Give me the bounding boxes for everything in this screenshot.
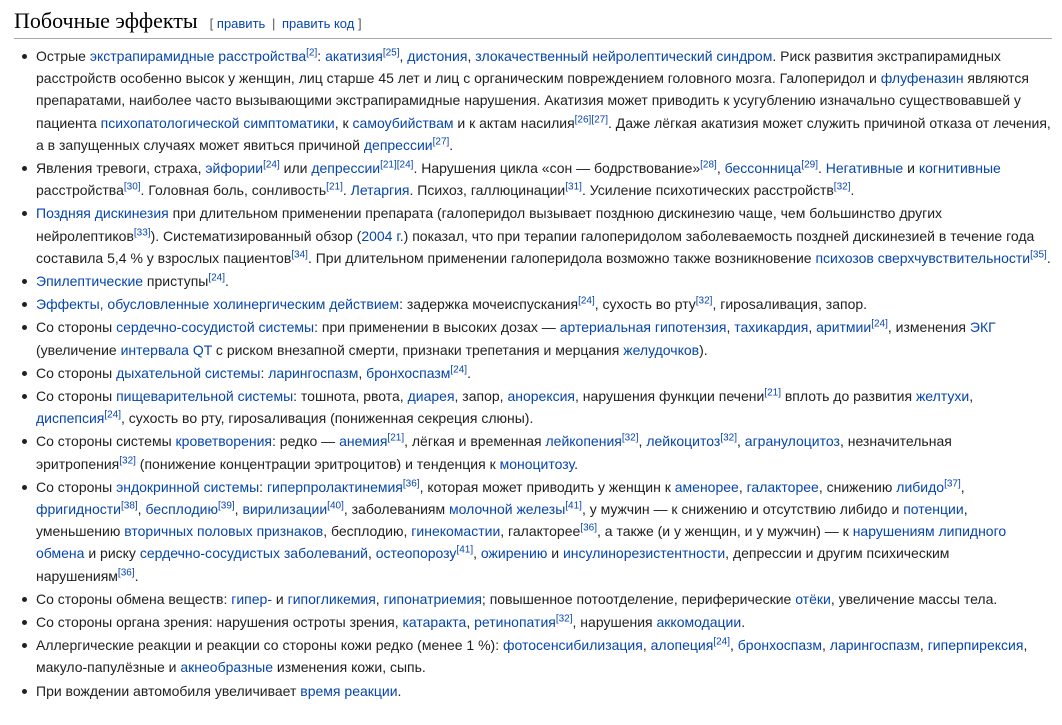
text-segment: .	[342, 182, 351, 199]
text-segment: , у мужчин — к снижению и отсутствию либидо и	[581, 501, 904, 518]
reference-link[interactable]: [24]	[450, 364, 468, 376]
list-item	[36, 385, 1052, 429]
reference-link[interactable]: [36]	[402, 478, 420, 490]
text-segment: :	[259, 478, 267, 495]
edit-link[interactable]: править	[216, 16, 266, 31]
wiki-link[interactable]: депрессии	[311, 160, 381, 177]
wiki-link[interactable]: психозов сверхчувствительности	[815, 249, 1031, 266]
text-segment: ,	[399, 48, 408, 64]
text-segment: или	[279, 160, 312, 177]
wiki-link[interactable]: гинекомастии	[411, 523, 501, 540]
text-segment: При вождении автомобиля увеличивает	[36, 682, 301, 699]
text-segment: , снижению	[818, 478, 897, 495]
wiki-link[interactable]: аккомодации	[656, 614, 742, 631]
text-segment: . При длительном применении галоперидола возможно также возникновение	[307, 249, 816, 266]
wiki-link[interactable]: бесплодию	[145, 501, 218, 518]
list-item	[36, 202, 1052, 269]
reference-link[interactable]: [32]	[833, 181, 851, 193]
reference-link[interactable]: [25]	[382, 47, 400, 59]
wiki-link[interactable]: молочной железы	[449, 501, 566, 518]
reference-link[interactable]: [29]	[801, 159, 818, 171]
text-segment: : при применении в высоких дозах —	[314, 319, 560, 336]
edit-separator: |	[271, 16, 276, 31]
wiki-link[interactable]: артериальная гипотензия	[559, 319, 727, 336]
text-segment: Со стороны	[36, 364, 117, 381]
reference-link[interactable]: [36]	[580, 522, 597, 534]
reference-link[interactable]: [27]	[591, 113, 609, 125]
reference-link[interactable]: [31]	[565, 181, 582, 193]
wiki-link[interactable]: Эпилептические	[36, 273, 144, 290]
text-segment: .	[741, 614, 746, 631]
list-item	[36, 611, 1052, 633]
wiki-link[interactable]: гиперпролактинемия	[266, 478, 403, 495]
text-segment: ,	[726, 319, 735, 336]
text-segment: Аллергические реакции и реакции со стороны кожи редко (менее 1 %):	[36, 637, 503, 654]
text-segment: :	[317, 48, 326, 64]
reference-link[interactable]: [33]	[133, 226, 151, 238]
list-item	[36, 634, 1052, 678]
wiki-link[interactable]: инсулинорезистентности	[562, 545, 726, 562]
wiki-link[interactable]: желудочков	[623, 341, 700, 358]
reference-link[interactable]: [21]	[764, 387, 781, 399]
wiki-link[interactable]: отёки	[795, 590, 831, 607]
text-segment: ,	[960, 478, 965, 495]
wiki-link[interactable]: бронхоспазм	[737, 637, 822, 654]
wiki-link[interactable]: агранулоцитоз	[744, 433, 840, 450]
reference-link[interactable]: [32]	[695, 295, 713, 307]
reference-link[interactable]: [2]	[306, 47, 318, 59]
text-segment: ,	[466, 614, 475, 631]
wiki-link[interactable]: Негативные	[825, 160, 904, 177]
text-segment: ,	[822, 637, 830, 654]
list-item	[36, 270, 1052, 292]
wiki-link[interactable]: вирилизации	[242, 501, 328, 518]
text-segment: .	[134, 567, 139, 584]
text-segment: .	[574, 455, 578, 472]
reference-link[interactable]: [35]	[1030, 249, 1047, 261]
reference-link[interactable]: [21]	[387, 432, 405, 444]
text-segment: Со стороны органа зрения: нарушения остроты зрения,	[36, 614, 403, 631]
reference-link[interactable]: [38]	[120, 500, 138, 512]
reference-link[interactable]: [28]	[700, 159, 717, 171]
text-segment: , которая может приводить у женщин к	[419, 478, 675, 495]
reference-link[interactable]: [30]	[123, 181, 141, 193]
reference-link[interactable]: [32]	[720, 432, 737, 444]
reference-link[interactable]: [24]	[263, 159, 280, 171]
reference-link[interactable]: [32]	[621, 432, 639, 444]
wiki-link[interactable]: диспепсия	[36, 410, 105, 427]
wiki-link[interactable]: ларингоспазм	[268, 364, 359, 381]
wiki-link[interactable]: самоубийствам	[352, 114, 454, 131]
reference-link[interactable]: [40]	[327, 500, 344, 512]
list-item	[36, 362, 1052, 384]
reference-link[interactable]: [24]	[713, 636, 730, 648]
text-segment: , запор,	[454, 388, 508, 405]
wiki-link[interactable]: дистония	[407, 48, 468, 64]
text-segment: и риску	[84, 545, 140, 562]
text-segment: , увеличение массы тела.	[830, 590, 998, 607]
text-segment: , лёгкая и временная	[404, 433, 546, 450]
text-segment: ) показал, что при терапии галоперидолом заболеваемость поздней дискинезией в течение года составила 5,4 % у взрослых пациентов	[36, 227, 1035, 266]
list-item	[36, 430, 1052, 474]
wiki-link[interactable]: дыхательной системы	[116, 364, 261, 381]
edit-bracket-close: ]	[357, 16, 362, 31]
reference-link[interactable]: [36]	[117, 567, 135, 579]
text-segment: , депрессии и другим психическим нарушениям	[36, 545, 950, 584]
text-segment: .	[449, 136, 454, 153]
wiki-link[interactable]: акнеобразные	[180, 659, 274, 676]
text-segment: приступы	[143, 273, 209, 290]
reference-link[interactable]: [32]	[119, 455, 136, 466]
text-segment: Со стороны обмена веществ:	[36, 590, 232, 607]
text-segment: ,	[738, 478, 747, 495]
wiki-link[interactable]: лейкопения	[545, 433, 622, 450]
text-segment: (увеличение	[36, 341, 121, 358]
reference-link[interactable]: [39]	[217, 500, 235, 512]
text-segment: ,	[716, 160, 725, 177]
text-segment: , галакторее	[500, 523, 581, 540]
list-item	[36, 157, 1052, 201]
wiki-link[interactable]: тахикардия	[734, 319, 809, 336]
wiki-link[interactable]: 2004 г.	[361, 227, 404, 244]
text-segment: , гиposаливация, запор.	[712, 296, 868, 313]
text-segment: , а также (и у женщин, и у мужчин) — к	[596, 523, 853, 540]
reference-link[interactable]: [24]	[208, 272, 226, 284]
text-segment: .	[225, 273, 229, 290]
reference-link[interactable]: [26]	[574, 113, 592, 125]
text-segment: Со стороны	[36, 388, 117, 405]
wiki-link[interactable]: акатизия	[325, 48, 383, 64]
wiki-link[interactable]: депрессии	[363, 136, 433, 153]
list-item	[36, 316, 1052, 360]
wiki-link[interactable]: Летаргия	[350, 182, 410, 199]
wiki-link[interactable]: когнитивные	[918, 160, 1001, 177]
text-segment: .	[817, 160, 826, 177]
wiki-link[interactable]: кроветворения	[175, 433, 273, 450]
wiki-link[interactable]: ожирению	[480, 545, 548, 562]
text-segment: ,	[375, 590, 384, 607]
text-segment: (понижение концентрации эритроцитов) и тенденция к	[135, 455, 500, 472]
edit-code-link[interactable]: править код	[281, 16, 355, 31]
text-segment: Со стороны	[36, 319, 117, 336]
wiki-link[interactable]: ларингоспазм	[829, 637, 920, 654]
wiki-link[interactable]: ЭКГ	[969, 319, 996, 336]
text-segment: .	[467, 364, 471, 381]
wiki-link[interactable]: эйфории	[205, 160, 264, 177]
text-segment: ,	[919, 637, 928, 654]
list-item	[36, 588, 1052, 610]
wiki-link[interactable]: Эффекты, обусловленные холинергическим действием	[36, 296, 400, 313]
text-segment: : тошнота, рвота,	[293, 388, 408, 405]
text-segment: являются препаратами, наиболее часто вызывающими экстрапирамидные нарушения. Акатизия может приводить к усугублению изначально существовавшей у пациента	[36, 70, 1029, 131]
text-segment: Со стороны системы	[36, 433, 176, 450]
text-segment: : редко —	[272, 433, 340, 450]
text-segment: ,	[367, 545, 376, 562]
text-segment: и к актам насилия	[453, 114, 575, 131]
text-segment: при длительном применении препарата (галоперидол вызывает позднюю дискинезию чаще, чем большинство других нейролептиков	[36, 205, 943, 244]
wiki-link[interactable]: аритмии	[816, 319, 872, 336]
wiki-link[interactable]: желтухи	[915, 388, 970, 405]
list-item	[36, 293, 1052, 315]
wiki-link[interactable]: анемия	[339, 433, 388, 450]
reference-link[interactable]: [24]	[578, 295, 595, 307]
wiki-link[interactable]: остеопорозу	[375, 545, 457, 562]
wiki-link[interactable]: злокачественный нейролептический синдром	[475, 48, 773, 64]
text-segment: расстройства	[36, 182, 124, 199]
list-item	[36, 680, 1052, 702]
text-segment: , уменьшению	[36, 501, 968, 540]
text-segment: ,	[234, 501, 243, 518]
text-segment: и	[547, 545, 563, 562]
wiki-link[interactable]: сердечно-сосудистой системы	[116, 319, 315, 336]
text-segment: и	[272, 590, 288, 607]
wiki-link[interactable]: бронхоспазм	[366, 364, 451, 381]
text-segment: Со стороны	[36, 478, 117, 495]
text-segment: , изменения	[887, 319, 970, 336]
wiki-link[interactable]: психопатологической симптоматики	[100, 114, 335, 131]
wiki-link[interactable]: гипогликемия	[287, 590, 376, 607]
list-item	[36, 45, 1052, 156]
reference-link[interactable]: [24]	[871, 318, 888, 330]
text-segment: .	[1046, 249, 1051, 266]
wiki-link[interactable]: либидо	[896, 478, 945, 495]
text-segment: , заболеваниям	[343, 501, 450, 518]
wiki-link[interactable]: время реакции	[300, 682, 398, 699]
text-segment: .	[397, 682, 402, 699]
text-segment: : задержка мочеиспускания	[399, 296, 579, 313]
text-segment: , сухость во рту, гиposаливация (пониженная секреция слюны).	[121, 410, 534, 427]
reference-link[interactable]: [27]	[432, 136, 450, 148]
text-segment: :	[260, 364, 269, 381]
wiki-link[interactable]: лейкоцитоз	[646, 433, 721, 450]
text-segment: ,	[808, 319, 817, 336]
text-segment: , сухость во рту	[594, 296, 696, 313]
wiki-link[interactable]: сердечно-сосудистых заболеваний	[139, 545, 368, 562]
text-segment: изменения кожи, сыпь.	[273, 659, 426, 676]
text-segment: ,	[467, 48, 476, 64]
text-segment: с риском внезапной смерти, признаки трепетания и мерцания	[212, 341, 624, 358]
text-segment: ; повышенное потоотделение, периферические	[481, 590, 796, 607]
reference-link[interactable]: [21]	[326, 181, 343, 193]
wiki-link[interactable]: катаракта	[402, 614, 467, 631]
list-item	[36, 476, 1052, 587]
section-heading	[14, 6, 1052, 39]
wiki-link[interactable]: нарушениям липидного обмена	[36, 523, 1007, 562]
wiki-link[interactable]: экстрапирамидные расстройства	[89, 48, 307, 64]
wiki-link[interactable]: интервала QT	[120, 341, 213, 358]
text-segment: , незначительная эритропения	[36, 433, 952, 472]
wiki-link[interactable]: галакторее	[746, 478, 819, 495]
wiki-link[interactable]: вторичных половых признаков	[124, 523, 324, 540]
wiki-link[interactable]: флуфеназин	[880, 70, 964, 87]
text-segment: ). Систематизированный обзор (	[150, 227, 362, 244]
text-segment: , нарушения функции печени	[575, 388, 765, 405]
wiki-link[interactable]: диарея	[407, 388, 455, 405]
reference-link[interactable]: [41]	[456, 544, 474, 556]
text-segment: , бесплодию,	[323, 523, 412, 540]
reference-link[interactable]: [34]	[291, 249, 308, 261]
text-segment: ,	[737, 433, 745, 450]
wiki-link[interactable]: фригидности	[36, 501, 121, 518]
wiki-link[interactable]: анорексия	[507, 388, 576, 405]
reference-link[interactable]: [24]	[104, 409, 122, 421]
edit-section-links	[210, 16, 362, 31]
reference-link[interactable]: [24]	[396, 159, 414, 171]
wiki-link[interactable]: бессонница	[724, 160, 802, 177]
text-segment: . Даже лёгкая акатизия может служить причиной отказа от лечения, а в запущенных случаях может явиться причиной	[36, 114, 1051, 153]
text-segment: ,	[642, 637, 651, 654]
text-segment: ,	[358, 364, 367, 381]
wiki-link[interactable]: моноцитозу	[499, 455, 575, 472]
text-segment: вплоть до развития	[780, 388, 916, 405]
wiki-link[interactable]: гипонатриемия	[383, 590, 482, 607]
side-effects-list	[14, 45, 1052, 702]
text-segment: ).	[699, 341, 708, 358]
text-segment: .	[850, 182, 855, 199]
wiki-link[interactable]: пищеварительной системы	[116, 388, 294, 405]
text-segment: , нарушения	[572, 614, 657, 631]
section-title: Побочные эффекты	[14, 8, 198, 33]
text-segment: ,	[638, 433, 647, 450]
wiki-link[interactable]: алопеция	[650, 637, 714, 654]
wiki-link[interactable]: аменорее	[674, 478, 739, 495]
reference-link[interactable]: [37]	[944, 478, 961, 490]
text-segment: , макуло-папулёзные и	[36, 637, 1028, 676]
text-segment: ,	[137, 501, 146, 518]
text-segment: . Риск развития экстрапирамидных расстройств особенно высок у женщин, лиц старше 45 лет и лиц с органическим повреждением головного мозга. Галоперидол и	[36, 48, 1001, 87]
reference-link[interactable]: [21]	[380, 159, 397, 171]
edit-bracket-open: [	[209, 16, 214, 31]
wiki-link[interactable]: эндокринной системы	[116, 478, 260, 495]
reference-link[interactable]: [41]	[565, 500, 582, 512]
text-segment: ,	[969, 388, 974, 405]
text-segment: . Нарушения цикла «сон — бодрствование»	[413, 160, 701, 177]
wiki-link[interactable]: гипер-	[231, 590, 272, 607]
wiki-link[interactable]: потенции	[903, 501, 964, 518]
reference-link[interactable]: [32]	[555, 613, 573, 625]
text-segment: . Головная боль, сонливость	[140, 182, 327, 199]
text-segment: и	[903, 160, 919, 177]
wiki-link[interactable]: гиперпирексия	[927, 637, 1024, 654]
text-segment: Острые	[36, 48, 90, 64]
text-segment: , к	[334, 114, 353, 131]
text-segment: ,	[473, 545, 481, 562]
text-segment: . Психоз, галлюцинации	[409, 182, 566, 199]
text-segment: . Усиление психотических расстройств	[581, 182, 834, 199]
wiki-link[interactable]: фотосенсибилизация	[503, 637, 643, 654]
wiki-link[interactable]: Поздняя дискинезия	[36, 205, 169, 222]
text-segment: ,	[730, 637, 738, 654]
wiki-link[interactable]: ретинопатия	[474, 614, 556, 631]
text-segment: Явления тревоги, страха,	[36, 160, 206, 177]
